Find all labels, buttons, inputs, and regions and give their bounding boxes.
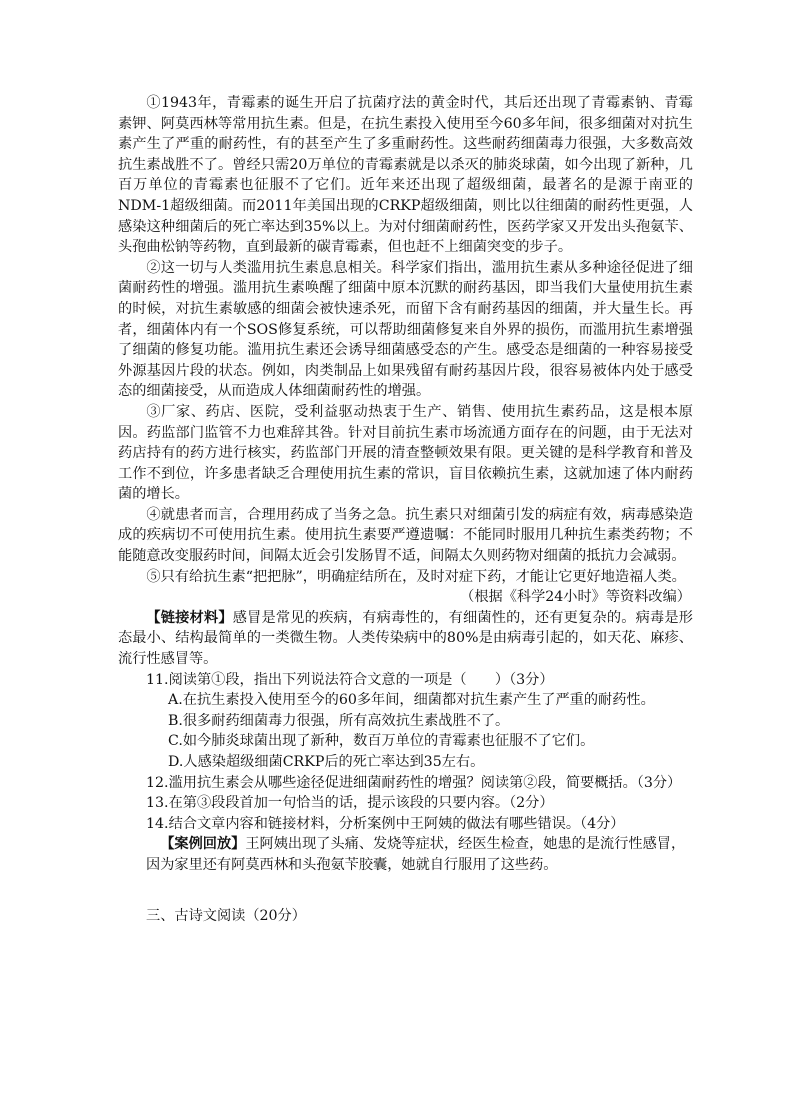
paragraph-3: ③厂家、药店、医院，受利益驱动热衷于生产、销售、使用抗生素药品，这是根本原因。药监部门监管不力也难辞其咎。针对目前抗生素市场流通方面存在的问题，由于无法对药店持有的药方进行核实，药监部门开展的清查整顿效果有限。更关键的是科学教育和普及工作不到位，许多患者缺乏合理使用抗生素的常识，盲目依赖抗生素，这就加速了体内耐药菌的增长。 [118,403,693,503]
case-review [146,834,693,875]
question-14: 14.结合文章内容和链接材料，分析案例中王阿姨的做法有哪些错误。（4分） [146,815,625,832]
link-material-text: 感冒是常见的疾病，有病毒性的，有细菌性的，还有更复杂的。病毒是形态最小、结构最简单的一类微生物。人类传染病中的80%是由病毒引起的，如天花、麻疹、流行性感冒等。 [118,609,693,668]
source-note: （根据《科学24小时》等资料改编） [460,589,691,606]
paragraph-2: ②这一切与人类滥用抗生素息息相关。科学家们指出，滥用抗生素从多种途径促进了细菌耐药性的增强。滥用抗生素唤醒了细菌中原本沉默的耐药基因，即当我们大量使用抗生素的时候，对抗生素敏感的细菌会被快速杀死，而留下含有耐药基因的细菌，并大量生长。再者，细菌体内有一个SOS修复系统，可以帮助细菌修复来自外界的损伤，而滥用抗生素增强了细菌的修复功能。滥用抗生素还会诱导细菌感受态的产生。感受态是细菌的一种容易接受外源基因片段的状态。例如，肉类制品上如果残留有耐药基因片段，很容易被体内处于感受态的细菌接受，从而造成人体细菌耐药性的增强。 [118,259,693,400]
link-material [118,608,693,670]
case-label: 【案例回放】 [160,836,246,853]
question-12: 12.滥用抗生素会从哪些途径促进细菌耐药性的增强？阅读第②段，简要概括。（3分） [146,774,682,791]
q11-option-b: B.很多耐药细菌毒力很强，所有高效抗生素战胜不了。 [168,712,510,729]
q11-option-a: A.在抗生素投入使用至今的60多年间，细菌都对抗生素产生了严重的耐药性。 [168,692,655,709]
paragraph-5: ⑤只有给抗生素“把把脉”，明确症结所在，及时对症下药，才能让它更好地造福人类。 [146,568,686,585]
section-title: 三、古诗文阅读（20分） [146,907,306,924]
case-text: 王阿姨出现了头痛、发烧等症状，经医生检查，她患的是流行性感冒，因为家里还有阿莫西林和头孢氨苄胶囊，她就自行服用了这些药。 [146,836,686,873]
document-page [118,93,693,926]
question-11: 11.阅读第①段，指出下列说法符合文意的一项是（ ）（3分） [146,671,554,688]
paragraph-4: ④就患者而言，合理用药成了当务之急。抗生素只对细菌引发的病症有效，病毒感染造成的疾病切不可使用抗生素。使用抗生素要严遵遗嘱：不能同时服用几种抗生素类药物；不能随意改变服药时间，间隔太近会引发肠胃不适，间隔太久则药物对细菌的抵抗力会减弱。 [118,506,693,565]
paragraph-1: ①1943年，青霉素的诞生开启了抗菌疗法的黄金时代，其后还出现了青霉素钠、青霉素钾、阿莫西林等常用抗生素。但是，在抗生素投入使用至今60多年间，很多细菌对对抗生素产生了严重的耐药性，有的甚至产生了多重耐药性。这些耐药细菌毒力很强，大多数高效抗生素战胜不了。曾经只需20万单位的青霉素就是以杀灭的肺炎球菌，如今出现了新种，几百万单位的青霉素也征服不了它们。近年来还出现了超级细菌，最著名的是源于南亚的NDM-1超级细菌。而2011年美国出现的CRKP超级细菌，则比以往细菌的耐药性更强，人感染这种细菌后的死亡率达到35%以上。为对付细菌耐药性，医药学家又开发出头孢氨苄、头孢曲松钠等药物，直到最新的碳青霉素，但也赶不上细菌突变的步子。 [118,95,693,256]
q11-option-d: D.人感染超级细菌CRKP后的死亡率达到35左右。 [168,754,485,770]
question-13: 13.在第③段段首加一句恰当的话，提示该段的只要内容。（2分） [146,795,554,812]
link-material-label: 【链接材料】 [146,609,233,626]
q11-option-c: C.如今肺炎球菌出现了新种，数百万单位的青霉素也征服不了它们。 [168,733,595,750]
